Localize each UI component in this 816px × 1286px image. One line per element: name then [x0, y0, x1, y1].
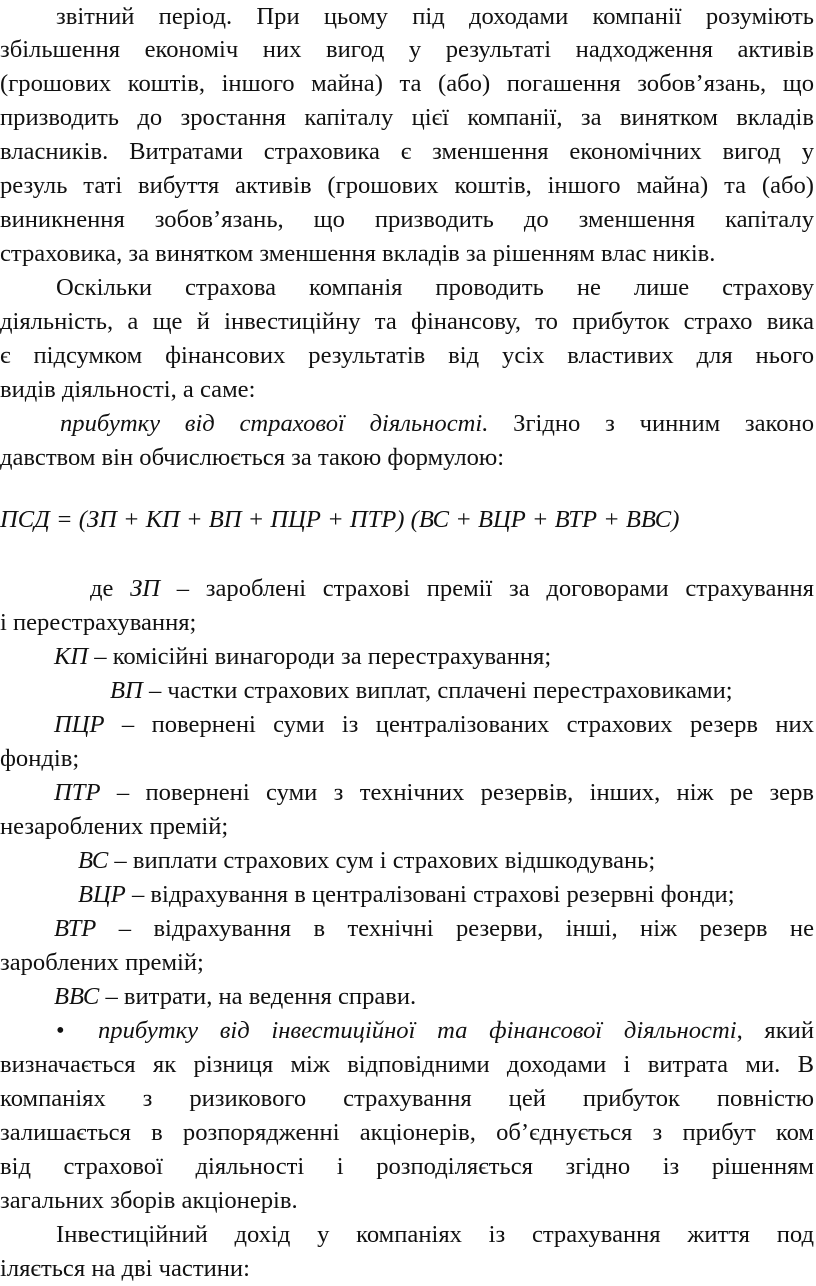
bullet-line: прибутку від інвестиційної та фінансової діяльності, який [98, 1017, 814, 1044]
definition-line: ВТР – відрахування в технічні резерви, інші, ніж резерв не [54, 915, 814, 942]
definition-line: ВЦР – відрахування в централізовані страхові резервні фонди; [78, 881, 735, 908]
definition-line: де ЗП – зароблені страхові премії за договорами страхування [90, 575, 814, 602]
text-line: резуль таті вибуття активів (грошових коштів, іншого майна) та (або) [0, 172, 814, 199]
definition-line: КП – комісійні винагороди за перестрахування; [54, 643, 552, 670]
text-line: (грошових коштів, іншого майна) та (або) погашення зобов’язань, що [0, 70, 814, 97]
text-line: залишається в розпорядженні акціонерів, об’єднується з прибут ком [0, 1119, 814, 1146]
definition-line: ВВС – витрати, на ведення справи. [54, 983, 417, 1010]
text-line: діяльність, а ще й інвестиційну та фінансову, то прибуток страхо вика [0, 308, 814, 335]
text-line: визначається як різниця між відповідними доходами і витрата ми. В [0, 1051, 814, 1078]
text-line: страховика, за винятком зменшення вкладів за рішенням влас ників. [0, 240, 716, 267]
definition-line: фондів; [0, 745, 80, 772]
text-line: прибутку від страхової діяльності. Згідно з чинним законо [60, 410, 815, 437]
text-line: звітний період. При цьому під доходами компанії розуміють [56, 3, 814, 30]
definition-line: ВП – частки страхових виплат, сплачені перестраховиками; [110, 677, 733, 704]
definition-line: ПЦР – повернені суми із централізованих страхових резерв них [54, 711, 814, 738]
text-line: компаніях з ризикового страхування цей прибуток повністю [0, 1085, 814, 1112]
text-line: давством він обчислюється за такою формулою: [0, 444, 505, 471]
text-line: загальних зборів акціонерів. [0, 1187, 298, 1214]
text-line: є підсумком фінансових результатів від усіх властивих для нього [0, 342, 814, 369]
text-line: призводить до зростання капіталу цієї компанії, за винятком вкладів [0, 104, 814, 131]
text-line: виникнення зобов’язань, що призводить до зменшення капіталу [0, 206, 814, 233]
definition-line: незароблених премій; [0, 813, 229, 840]
definition-line: і перестрахування; [0, 609, 197, 636]
definition-line: зароблених премій; [0, 949, 204, 976]
bullet-icon: • [56, 1017, 65, 1044]
text-line: видів діяльності, а саме: [0, 376, 256, 403]
text-line: власників. Витратами страховика є зменшення економічних вигод у [0, 138, 814, 165]
text-line: збільшення економіч них вигод у результаті надходження активів [0, 36, 814, 63]
text-line: від страхової діяльності і розподіляється згідно із рішенням [0, 1153, 814, 1180]
italic-heading: прибутку від страхової діяльності. [60, 410, 489, 437]
text-line: Інвестиційний дохід у компаніях із страхування життя под [56, 1221, 814, 1248]
text-line: Оскільки страхова компанія проводить не лише страхову [56, 274, 814, 301]
definition-line: ВС – виплати страхових сум і страхових відшкодувань; [78, 847, 656, 874]
formula: ПСД = (ЗП + КП + ВП + ПЦР + ПТР) (ВС + ВЦР + ВТР + ВВС) [0, 506, 680, 533]
text-line: іляється на дві частини: [0, 1255, 250, 1282]
definition-line: ПТР – повернені суми з технічних резервів, інших, ніж ре зерв [54, 779, 814, 806]
